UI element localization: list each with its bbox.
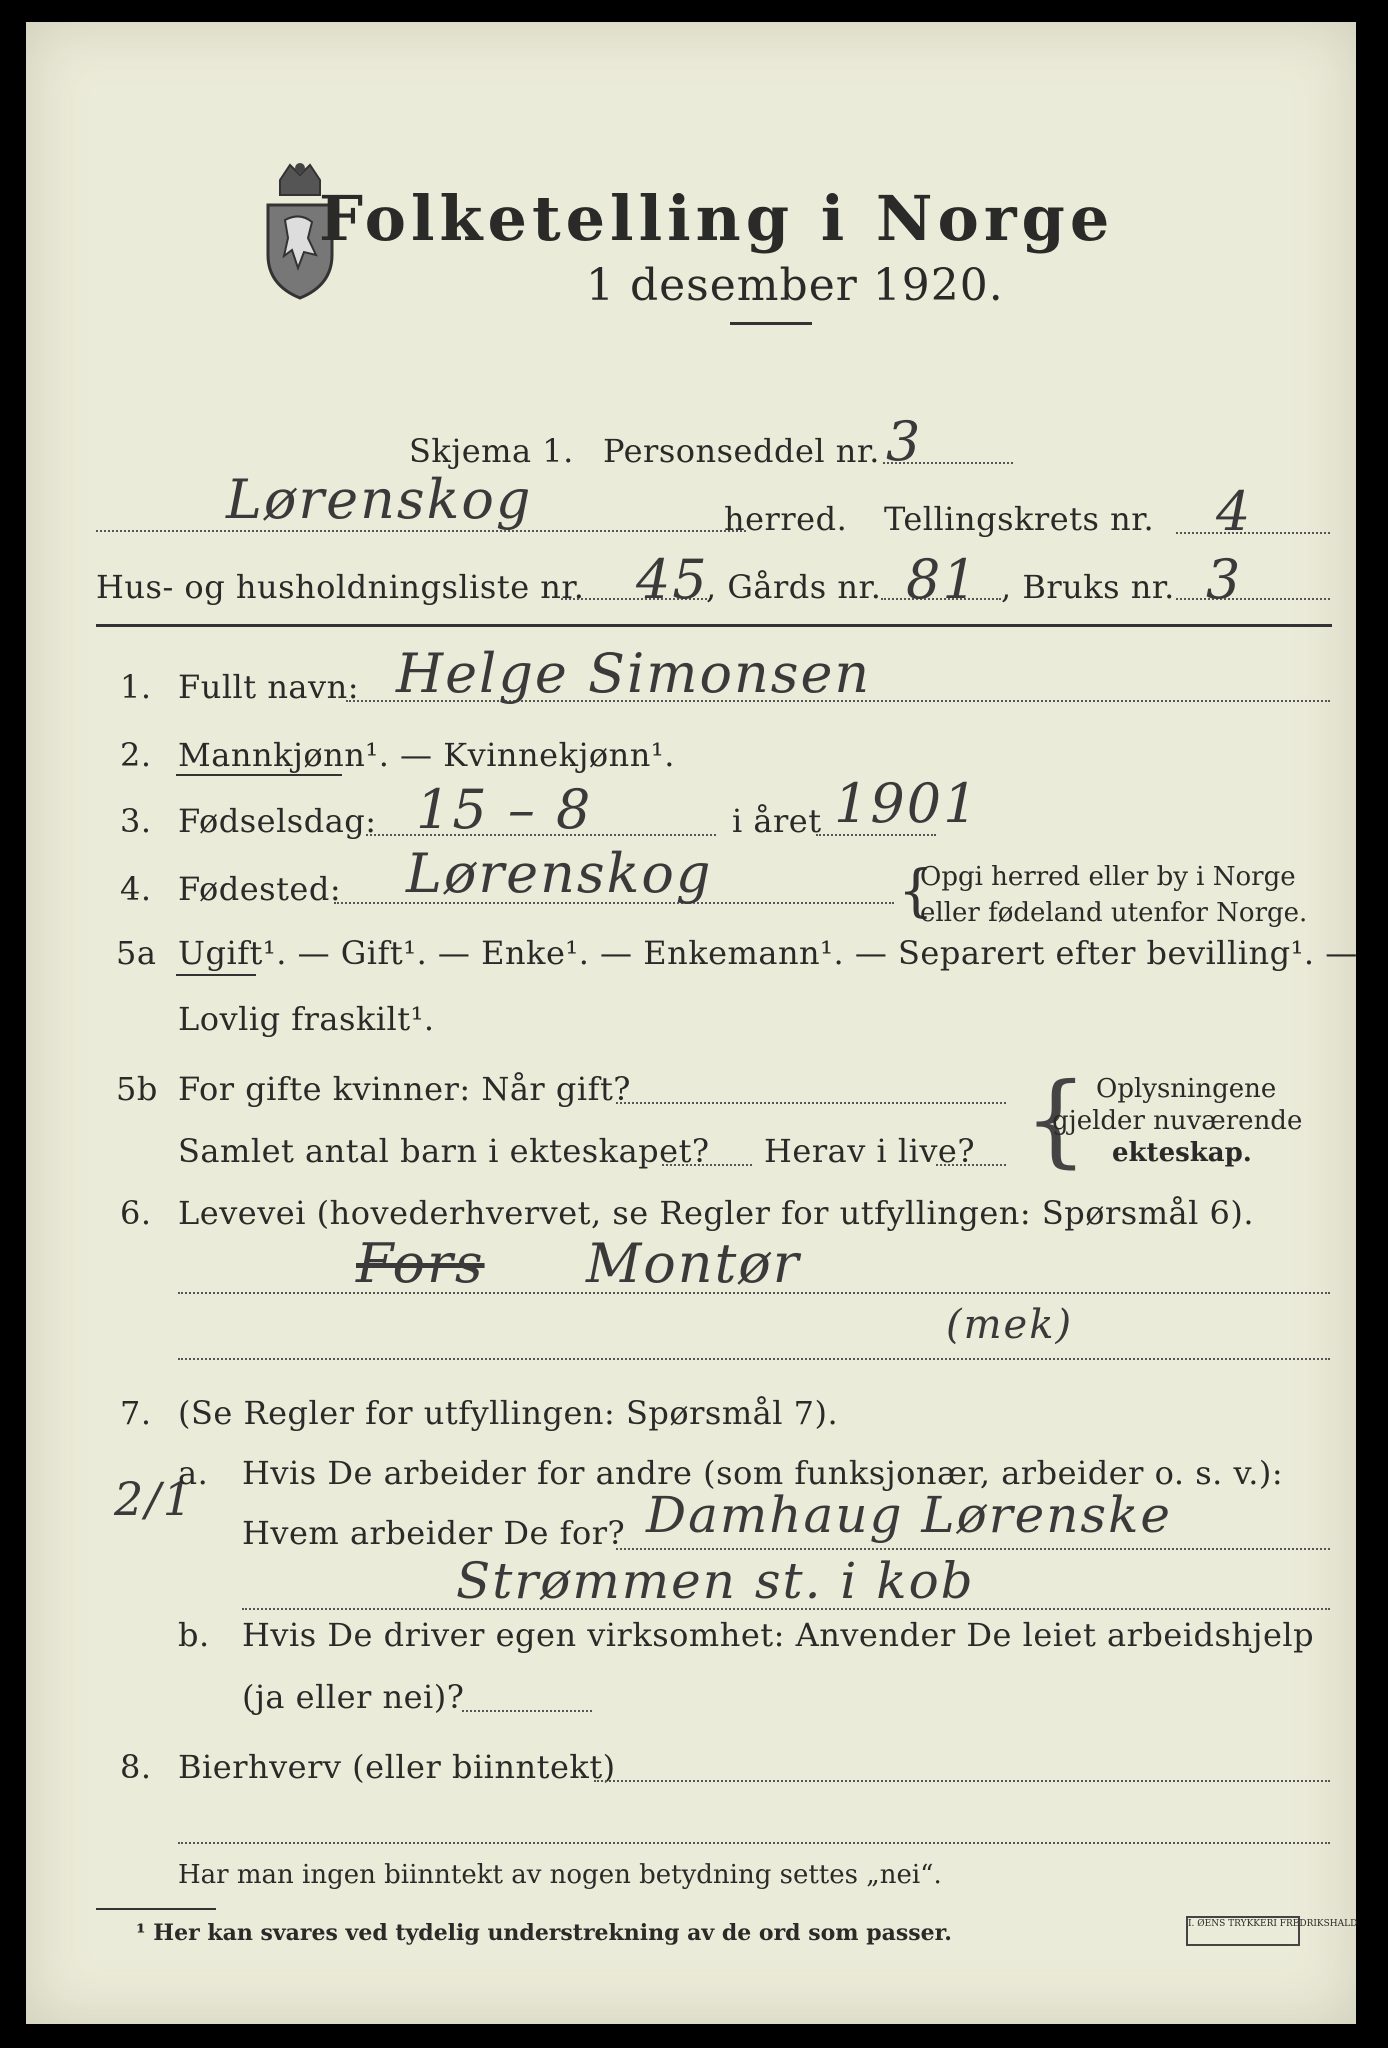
q8-number: 8. — [120, 1748, 152, 1786]
q5b-brace: { — [1024, 1061, 1088, 1178]
birthplace-value[interactable]: Lørenskog — [406, 842, 713, 905]
herred-label: herred. — [724, 500, 848, 538]
q5b-married-line[interactable] — [616, 1102, 1006, 1104]
bruks-line — [1176, 598, 1330, 600]
q5b-alive-line[interactable] — [936, 1164, 1006, 1166]
q3-number: 3. — [120, 802, 152, 840]
q6-line-2 — [178, 1358, 1330, 1360]
header-rule — [96, 624, 1332, 627]
q5b-children-line[interactable] — [662, 1164, 752, 1166]
q3-year-label: i året — [732, 802, 822, 840]
marital-underline — [176, 974, 256, 976]
note-nei: Har man ingen biinntekt av nogen betydning settes „nei“. — [178, 1860, 942, 1890]
census-form — [26, 22, 1356, 2024]
q8-line-2[interactable] — [178, 1842, 1330, 1844]
q7a-letter: a. — [178, 1454, 209, 1492]
occupation-struck: Fors — [356, 1232, 485, 1295]
q7b-letter: b. — [178, 1616, 210, 1654]
q7-number: 7. — [120, 1394, 152, 1432]
q7-label: (Se Regler for utfyllingen: Spørsmål 7). — [178, 1394, 839, 1432]
q4-note-2: eller fødeland utenfor Norge. — [920, 898, 1308, 928]
bruks-value[interactable]: 3 — [1206, 548, 1243, 611]
hus-label: Hus- og husholdningsliste nr. — [96, 568, 585, 606]
census-date: 1 desember 1920. — [586, 260, 1004, 311]
title-divider — [730, 322, 812, 325]
skjema-label: Skjema 1. — [409, 432, 574, 470]
q7a-label: Hvem arbeider De for? — [242, 1514, 626, 1552]
employer-value-1[interactable]: Damhaug Lørenske — [646, 1486, 1172, 1544]
birthdate-value[interactable]: 15 – 8 — [416, 778, 593, 841]
q5a-number: 5a — [116, 934, 157, 972]
footnote: ¹ Her kan svares ved tydelig understrekning av de ord som passer. — [136, 1920, 952, 1946]
personseddel-value[interactable]: 3 — [886, 410, 923, 473]
marital-status-options-2[interactable]: Lovlig fraskilt¹. — [178, 1000, 435, 1038]
gender-underline — [176, 774, 342, 776]
q7a-text: Hvis De arbeider for andre (som funksjonær, arbeider o. s. v.): — [242, 1454, 1284, 1492]
marital-status-options[interactable]: Ugift¹. — Gift¹. — Enke¹. — Enkemann¹. — Separert efter bevilling¹. — — [178, 934, 1358, 972]
tellingskrets-label: Tellingskrets nr. — [884, 500, 1155, 538]
gards-label: , Gårds nr. — [706, 568, 882, 606]
tellingskrets-line — [1176, 532, 1330, 534]
q5b-note-2: gjelder nuværende — [1052, 1106, 1303, 1136]
q7b-text: Hvis De driver egen virksomhet: Anvender De leiet arbeidshjelp — [242, 1616, 1315, 1654]
q8-label: Bierhverv (eller biinntekt) — [178, 1748, 616, 1786]
q5b-number: 5b — [116, 1070, 158, 1108]
q4-label: Fødested: — [178, 870, 342, 908]
tellingskrets-value[interactable]: 4 — [1216, 480, 1253, 543]
hus-value[interactable]: 45 — [636, 548, 709, 611]
q8-line-1[interactable] — [594, 1780, 1330, 1782]
q1-number: 1. — [120, 668, 152, 706]
q7b-line[interactable] — [462, 1710, 592, 1712]
q5b-married-label: For gifte kvinner: Når gift? — [178, 1070, 631, 1108]
q3-label: Fødselsdag: — [178, 802, 377, 840]
q7-margin-note: 2/1 — [114, 1472, 195, 1526]
personseddel-label: Personseddel nr. — [603, 432, 880, 470]
form-title: Folketelling i Norge — [319, 182, 1115, 255]
employer-value-2[interactable]: Strømmen st. i kob — [456, 1552, 975, 1610]
q2-number: 2. — [120, 736, 152, 774]
q7a-line-1 — [616, 1548, 1330, 1550]
full-name-value[interactable]: Helge Simonsen — [396, 642, 872, 705]
q4-number: 4. — [120, 870, 152, 908]
gender-options[interactable]: Mannkjønn¹. — Kvinnekjønn¹. — [178, 736, 675, 774]
occupation-value[interactable]: Montør — [586, 1232, 801, 1295]
q6-line-1 — [178, 1292, 1330, 1294]
q4-note-1: Opgi herred eller by i Norge — [920, 862, 1296, 892]
q4-brace: { — [898, 859, 934, 924]
q5b-note-1: Oplysningene — [1096, 1074, 1277, 1104]
footnote-rule — [96, 1908, 216, 1910]
q7b-text-2: (ja eller nei)? — [242, 1678, 465, 1716]
q1-label: Fullt navn: — [178, 668, 359, 706]
bruks-label: , Bruks nr. — [1001, 568, 1175, 606]
gards-value[interactable]: 81 — [906, 548, 979, 611]
q5b-note-3: ekteskap. — [1112, 1138, 1252, 1168]
printer-stamp: I. ØENS TRYKKERI FREDRIKSHALD — [1186, 1916, 1300, 1946]
occupation-note: (mek) — [946, 1302, 1074, 1348]
herred-value[interactable]: Lørenskog — [226, 468, 533, 531]
birthyear-value[interactable]: 1901 — [834, 772, 980, 835]
q5b-alive-label: Herav i live? — [764, 1132, 976, 1170]
q5b-children-label: Samlet antal barn i ekteskapet? — [178, 1132, 710, 1170]
q6-number: 6. — [120, 1194, 152, 1232]
q6-label: Levevei (hovederhvervet, se Regler for utfyllingen: Spørsmål 6). — [178, 1194, 1255, 1232]
